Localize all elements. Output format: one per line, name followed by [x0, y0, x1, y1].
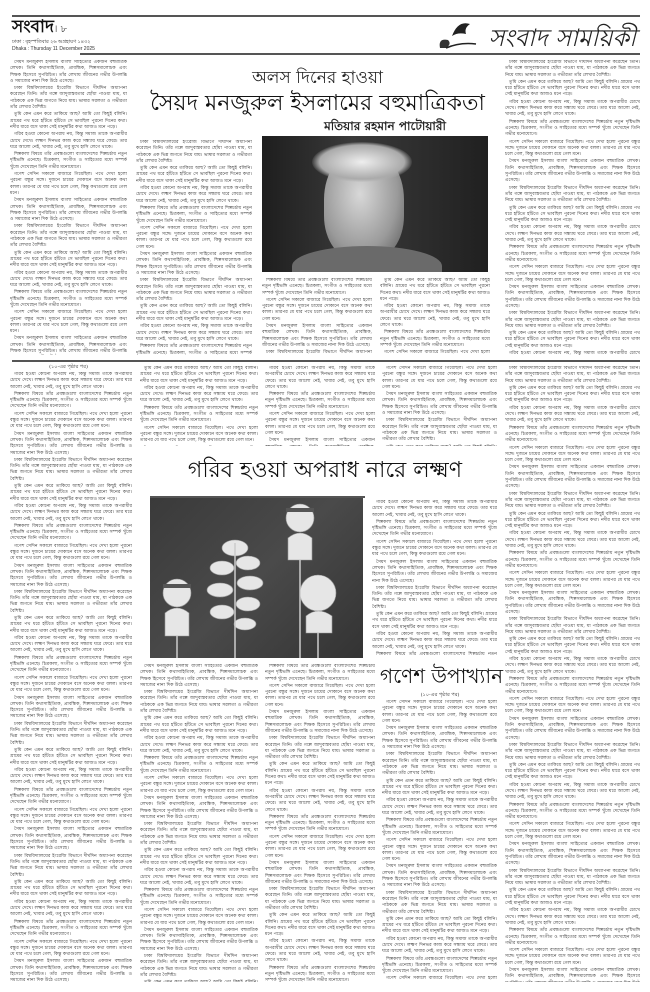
- body-paragraph: সৈয়দ মনজুরুল ইসলাম বাংলা সাহিত্যের একজন বহুমাত্রিক লেখক। তিনি কথাসাহিত্যিক, প্রাবন্ধিক, শিল্পসমালোচক এবং শিক্ষক হিসেবে সুপরিচিত। তাঁর লেখায় জীবনের গভীর উপলব্ধি ও সমাজের নানা দিক উঠে এসেছে।: [10, 695, 132, 720]
- body-paragraph: সৈয়দ মনজুরুল ইসলাম বাংলা সাহিত্যের একজন বহুমাত্রিক লেখক। তিনি কথাসাহিত্যিক, প্রাবন্ধিক, শিল্পসমালোচক এবং শিক্ষক হিসেবে সুপরিচিত। তাঁর লেখায় জীবনের গভীর উপলব্ধি ও সমাজের নানা দিক উঠে এসেছে।: [262, 324, 372, 348]
- masthead: সংবাদ। ৮: [12, 17, 68, 37]
- body-paragraph: তুমি কেন এমন করে তাকিয়ে আছ? আমি তো কিছুই বলিনি। গ্রামের পথ ধরে হাঁটতে হাঁটতে সে ভাবছিল পুরনো দিনের কথা। নদীর ধারে বসে থাকা সেই মানুষটির কথা আজও মনে পড়ে।: [505, 511, 640, 530]
- body-paragraph: ঢাকা বিশ্ববিদ্যালয়ের ইংরেজি বিভাগে দীর্ঘদিন অধ্যাপনা করেছেন তিনি। তাঁর গল্পে জাদুবাস্তবতার ছোঁয়া পাওয়া যায়, যা পাঠককে এক ভিন্ন জগতে নিয়ে যায়। ভাষার সরলতা ও গভীরতা তাঁর লেখার বৈশিষ্ট্য।: [382, 752, 497, 777]
- body-paragraph: গরিব হওয়া কোনো অপরাধ নয়, কিন্তু সমাজ তাকে অপরাধীর চোখে দেখে। লক্ষ্মণ দিনভর কাজ করে সন্ধ্যায় ঘরে ফেরে। তার ঘরে আলো নেই, খাবার নেই, তবু মুখে হাসি লেগে থাকে।: [265, 788, 375, 813]
- masthead-name: সংবাদ: [12, 17, 54, 37]
- body-paragraph: শিল্পকলা বিষয়ে তাঁর প্রবন্ধগুলো বাংলাদেশের শিল্পচর্চায় নতুন দৃষ্টিভঙ্গি এনেছে। চিত্রকলা, সংগীত ও সাহিত্যের মধ্যে সম্পর্ক খুঁজে দেখেছেন তিনি গভীর মনোযোগে।: [382, 956, 497, 975]
- body-paragraph: গণেশ সেদিন সকালে বাজারে গিয়েছিল। পথে দেখা হলো পুরনো বন্ধুর সঙ্গে। দুজনে চায়ের দোকানে বসে অনেক কথা বলল। তারপর যে যার পথে চলে গেল, কিন্তু কথাগুলো রয়ে গেল মনে।: [140, 776, 258, 794]
- section-divider: [12, 360, 640, 362]
- body-paragraph: শিল্পকলা বিষয়ে তাঁর প্রবন্ধগুলো বাংলাদেশের শিল্পচর্চায় নতুন দৃষ্টিভঙ্গি এনেছে। চিত্রকলা, সংগীত ও সাহিত্যের মধ্যে সম্পর্ক খুঁজে দেখেছেন তিনি গভীর মনোযোগে।: [140, 756, 258, 774]
- body-paragraph: শিল্পকলা বিষয়ে তাঁর প্রবন্ধগুলো বাংলাদেশের শিল্পচর্চায় নতুন দৃষ্টিভঙ্গি এনেছে। চিত্রকলা, সংগীত ও সাহিত্যের মধ্যে সম্পর্ক খুঁজে দেখেছেন তিনি গভীর মনোযোগে।: [505, 802, 640, 821]
- body-paragraph: গরিব হওয়া কোনো অপরাধ নয়, কিন্তু সমাজ তাকে অপরাধীর চোখে দেখে। লক্ষ্মণ দিনভর কাজ করে সন্ধ্যায় ঘরে ফেরে। তার ঘরে আলো নেই, খাবার নেই, তবু মুখে হাসি লেগে থাকে।: [382, 936, 497, 955]
- body-paragraph: সৈয়দ মনজুরুল ইসলাম বাংলা সাহিত্যের একজন বহুমাত্রিক লেখক। তিনি কথাসাহিত্যিক, প্রাবন্ধিক, শিল্পসমালোচক এবং শিক্ষক হিসেবে সুপরিচিত। তাঁর লেখায় জীবনের গভীর উপলব্ধি ও সমাজের নানা দিক উঠে এসেছে।: [140, 795, 258, 820]
- body-paragraph: গণেশ সেদিন সকালে বাজারে গিয়েছিল। পথে দেখা হলো পুরনো বন্ধুর সঙ্গে। দুজনে চায়ের দোকানে বসে অনেক কথা বলল। তারপর যে যার পথে চলে গেল, কিন্তু কথাগুলো রয়ে গেল মনে।: [505, 445, 640, 464]
- body-paragraph: তুমি কেন এমন করে তাকিয়ে আছ? আমি তো কিছুই বলিনি। গ্রামের পথ ধরে হাঁটতে হাঁটতে সে ভাবছিল পুরনো দিনের কথা। নদীর ধারে বসে থাকা সেই মানুষটির কথা আজও মনে পড়ে।: [380, 278, 490, 302]
- body-paragraph: সৈয়দ মনজুরুল ইসলাম বাংলা সাহিত্যের একজন বহুমাত্রিক লেখক। তিনি কথাসাহিত্যিক, প্রাবন্ধিক, শিল্পসমালোচক এবং শিক্ষক হিসেবে সুপরিচিত। তাঁর লেখায় জীবনের গভীর উপলব্ধি ও সমাজের নানা দিক উঠে এসেছে।: [382, 864, 497, 889]
- body-paragraph: শিল্পকলা বিষয়ে তাঁর প্রবন্ধগুলো বাংলাদেশের শিল্পচর্চায় নতুন দৃষ্টিভঙ্গি এনেছে। চিত্রকলা, সংগীত ও সাহিত্যের মধ্যে সম্পর্ক খুঁজে দেখেছেন তিনি গভীর মনোযোগে।: [505, 928, 640, 946]
- body-paragraph: ঢাকা বিশ্ববিদ্যালয়ের ইংরেজি বিভাগে দীর্ঘদিন অধ্যাপনা করেছেন তিনি। তাঁর গল্পে জাদুবাস্তবতার ছোঁয়া পাওয়া যায়, যা পাঠককে এক ভিন্ন জগতে নিয়ে যায়। ভাষার সরলতা ও গভীরতা তাঁর লেখার বৈশিষ্ট্য।: [10, 224, 127, 249]
- body-paragraph: সৈয়দ মনজুরুল ইসলাম বাংলা সাহিত্যের একজন বহুমাত্রিক লেখক। তিনি কথাসাহিত্যিক, প্রাবন্ধিক, শিল্পসমালোচক এবং শিক্ষক হিসেবে: [505, 968, 640, 980]
- body-paragraph: গণেশ সেদিন সকালে বাজারে গিয়েছিল। পথে দেখা হলো পুরনো বন্ধুর সঙ্গে। দুজনে চায়ের দোকানে বসে অনেক কথা বলল। তারপর যে যার পথে চলে গেল, কিন্তু কথাগুলো রয়ে গেল মনে।: [505, 948, 640, 966]
- body-paragraph: সৈয়দ মনজুরুল ইসলাম বাংলা সাহিত্যের একজন বহুমাত্রিক লেখক। তিনি কথাসাহিত্যিক, প্রাবন্ধিক, শিল্পসমালোচক এবং শিক্ষক হিসেবে সুপরিচিত। তাঁর লেখায় জীবনের গভীর উপলব্ধি ও সমাজের নানা দিক উঠে এসেছে।: [505, 591, 640, 615]
- body-paragraph: তুমি কেন এমন করে তাকিয়ে আছ? আমি তো কিছুই বলিনি। গ্রামের পথ ধরে হাঁটতে হাঁটতে সে ভাবছিল পুরনো দিনের কথা। নদীর ধারে বসে থাকা সেই মানুষটির কথা আজও মনে পড়ে।: [10, 879, 132, 898]
- body-paragraph: গণেশ সেদিন সকালে বাজারে গিয়েছিল। পথে দেখা হলো পুরনো বন্ধুর সঙ্গে। দুজনে চায়ের দোকানে বসে অনেক কথা বলল। তারপর যে যার পথে চলে গেল, কিন্তু কথাগুলো রয়ে গেল মনে।: [505, 822, 640, 841]
- body-paragraph: গরিব হওয়া কোনো অপরাধ নয়, কিন্তু সমাজ তাকে অপরাধীর চোখে দেখে। লক্ষ্মণ দিনভর কাজ করে সন্ধ্যায় ঘরে ফেরে। তার ঘরে আলো নেই, খাবার নেই, তবু মুখে হাসি লেগে থাকে।: [136, 186, 252, 204]
- author-portrait-photo: [262, 136, 488, 272]
- body-paragraph: শিল্পকলা বিষয়ে তাঁর প্রবন্ধগুলো বাংলাদেশের শিল্পচর্চায় নতুন: [376, 651, 497, 655]
- body-paragraph: গরিব হওয়া কোনো অপরাধ নয়, কিন্তু সমাজ তাকে অপরাধীর চোখে দেখে। লক্ষ্মণ দিনভর কাজ করে সন্ধ্যায় ঘরে ফেরে। তার ঘরে আলো নেই, খাবার নেই, তবু মুখে হাসি লেগে থাকে।: [382, 798, 497, 817]
- body-paragraph: সৈয়দ মনজুরুল ইসলাম বাংলা সাহিত্যের একজন বহুমাত্রিক লেখক। তিনি কথাসাহিত্যিক, প্রাবন্ধিক, শিল্পসমালোচক এবং শিক্ষক হিসেবে সুপরিচিত। তাঁর লেখায় জীবনের গভীর উপলব্ধি ও সমাজের নানা দিক উঠে এসেছে।: [10, 563, 132, 588]
- body-paragraph: ঢাকা বিশ্ববিদ্যালয়ের ইংরেজি বিভাগে দীর্ঘদিন অধ্যাপনা করেছেন তিনি। তাঁর গল্পে জাদুবাস্তবতার ছোঁয়া পাওয়া যায়, যা পাঠককে এক ভিন্ন জগতে নিয়ে যায়। ভাষার সরলতা ও গভীরতা তাঁর লেখার বৈশিষ্ট্য।: [265, 887, 375, 911]
- body-paragraph: শিল্পকলা বিষয়ে তাঁর প্রবন্ধগুলো বাংলাদেশের শিল্পচর্চায় নতুন দৃষ্টিভঙ্গি এনেছে। চিত্রকলা, সংগীত ও সাহিত্যের মধ্যে সম্পর্ক খুঁজে দেখেছেন তিনি গভীর মনোযোগে।: [265, 965, 375, 982]
- body-paragraph: সৈয়দ মনজুরুল ইসলাম বাংলা সাহিত্যের একজন বহুমাত্রিক লেখক। তিনি কথাসাহিত্যিক, প্রাবন্ধিক, শিল্পসমালোচক এবং শিক্ষক হিসেবে সুপরিচিত। তাঁর লেখায় জীবনের গভীর উপলব্ধি ও সমাজের নানা দিক উঠে এসেছে।: [505, 465, 640, 490]
- body-paragraph: তুমি কেন এমন করে তাকিয়ে আছ? আমি তো কিছুই বলিনি। গ্রামের পথ ধরে হাঁটতে হাঁটতে সে ভাবছিল পুরনো দিনের কথা। নদীর ধারে বসে থাকা সেই মানুষটির কথা আজও মনে পড়ে।: [10, 112, 127, 130]
- body-paragraph: শিল্পকলা বিষয়ে তাঁর প্রবন্ধগুলো বাংলাদেশের শিল্পচর্চায় নতুন দৃষ্টিভঙ্গি এনেছে। চিত্রকলা, সংগীত ও সাহিত্যের মধ্যে সম্পর্ক খুঁজে দেখেছেন তিনি গভীর মনোযোগে।: [265, 814, 375, 833]
- body-paragraph: সৈয়দ মনজুরুল ইসলাম বাংলা সাহিত্যের একজন বহুমাত্রিক লেখক। তিনি কথাসাহিত্যিক, প্রাবন্ধিক, শিল্পসমালোচক এবং শিক্ষক হিসেবে সুপরিচিত। তাঁর লেখায় জীবনের গভীর উপলব্ধি ও সমাজের নানা দিক উঠে এসেছে।: [136, 252, 252, 276]
- body-paragraph: শিল্পকলা বিষয়ে তাঁর প্রবন্ধগুলো বাংলাদেশের শিল্পচর্চায় নতুন দৃষ্টিভঙ্গি এনেছে। চিত্রকলা, সংগীত ও সাহিত্যের মধ্যে সম্পর্ক: [136, 344, 252, 355]
- body-paragraph: গণেশ সেদিন সকালে বাজারে গিয়েছিল। পথে দেখা হলো: [384, 350, 490, 355]
- body-paragraph: সৈয়দ মনজুরুল ইসলাম বাংলা সাহিত্যের একজন বহুমাত্রিক লেখক। তিনি কথাসাহিত্যিক, প্রাবন্ধিক, শিল্পসমালোচক এবং শিক্ষক হিসেবে সুপরিচিত। তাঁর লেখায় জীবনের গভীর উপলব্ধি ও সমাজের নানা দিক উঠে এসেছে।: [265, 710, 375, 734]
- body-paragraph: [382, 445, 497, 446]
- story-column: [140, 664, 258, 982]
- body-paragraph: তুমি কেন এমন করে তাকিয়ে আছ? আমি তো কিছুই বলিনি। গ্রামের পথ ধরে হাঁটতে হাঁটতে সে ভাবছিল পুরনো দিনের কথা। নদীর ধারে বসে থাকা সেই মানুষটির কথা আজও মনে পড়ে।: [505, 205, 640, 224]
- body-paragraph: শিল্পকলা বিষয়ে তাঁর প্রবন্ধগুলো বাংলাদেশের শিল্পচর্চায় নতুন দৃষ্টিভঙ্গি এনেছে। চিত্রকলা, সংগীত ও সাহিত্যের মধ্যে সম্পর্ক খুঁজে দেখেছেন তিনি গভীর মনোযোগে।: [262, 278, 372, 296]
- body-paragraph: গরিব হওয়া কোনো অপরাধ নয়, কিন্তু সমাজ তাকে অপরাধীর চোখে দেখে। লক্ষ্মণ দিনভর কাজ করে সন্ধ্যায় ঘরে ফেরে। তার ঘরে আলো নেই, খাবার নেই, তবু মুখে হাসি লেগে থাকে।: [10, 132, 127, 150]
- body-paragraph: গণেশ সেদিন সকালে বাজারে গিয়েছিল। পথে দেখা হলো পুরনো বন্ধুর সঙ্গে। দুজনে চায়ের দোকানে বসে অনেক কথা বলল। তারপর যে যার পথে চলে গেল, কিন্তু কথাগুলো রয়ে গেল মনে।: [10, 543, 132, 562]
- story-column: [10, 372, 132, 982]
- section-logo-text: সংবাদ সাময়িকী: [488, 24, 636, 52]
- body-paragraph: গণেশ সেদিন সকালে বাজারে গিয়েছিল। পথে দেখা হলো পুরনো বন্ধুর সঙ্গে। দুজনে চায়ের দোকানে বসে অনেক কথা বলল। তারপর যে যার পথে চলে গেল, কিন্তু কথাগুলো রয়ে গেল মনে।: [10, 411, 132, 430]
- body-paragraph: সৈয়দ মনজুরুল ইসলাম বাংলা সাহিত্যের একজন বহুমাত্রিক লেখক। তিনি কথাসাহিত্যিক, প্রাবন্ধিক, শিল্পসমালোচক এবং শিক্ষক হিসেবে সুপরিচিত। তাঁর লেখায় জীবনের গভীর উপলব্ধি ও সমাজের নানা দিক উঠে এসেছে।: [505, 842, 640, 867]
- body-paragraph: গরিব হওয়া কোনো অপরাধ নয়, কিন্তু সমাজ তাকে অপরাধীর চোখে দেখে। লক্ষ্মণ দিনভর কাজ করে সন্ধ্যায় ঘরে ফেরে। তার ঘরে আলো নেই, খাবার নেই, তবু মুখে হাসি লেগে থাকে।: [505, 908, 640, 926]
- body-paragraph: সৈয়দ মনজুরুল ইসলাম বাংলা সাহিত্যের একজন বহুমাত্রিক লেখক। তিনি কথাসাহিত্যিক, প্রাবন্ধিক, শিল্পসমালোচক এবং শিক্ষক হিসেবে সুপরিচিত। তাঁর লেখায় জীবনের গভীর উপলব্ধি ও সমাজের নানা দিক উঠে এসেছে।: [265, 860, 375, 885]
- header-rule: [80, 53, 640, 55]
- body-paragraph: শিল্পকলা বিষয়ে তাঁর প্রবন্ধগুলো বাংলাদেশের শিল্পচর্চায় নতুন দৃষ্টিভঙ্গি এনেছে। চিত্রকলা, সংগীত ও সাহিত্যের মধ্যে সম্পর্ক খুঁজে দেখেছেন তিনি গভীর মনোযোগে।: [372, 519, 497, 538]
- body-paragraph: গণেশ সেদিন সকালে বাজারে গিয়েছিল। পথে দেখা হলো পুরনো বন্ধুর সঙ্গে। দুজনে চায়ের দোকানে বসে অনেক কথা বলল। তারপর যে যার পথে চলে গেল, কিন্তু কথাগুলো রয়ে গেল মনে।: [10, 675, 132, 694]
- body-paragraph: তুমি কেন এমন করে তাকিয়ে আছ? আমি তো কিছুই বলিনি। গ্রামের পথ ধরে হাঁটতে হাঁটতে সে ভাবছিল পুরনো দিনের কথা। নদীর ধারে বসে থাকা সেই মানুষটির কথা আজও মনে পড়ে।: [10, 250, 127, 269]
- body-paragraph: তুমি কেন এমন করে তাকিয়ে আছ? আমি তো কিছুই বলিনি। গ্রামের পথ ধরে হাঁটতে হাঁটতে সে ভাবছিল পুরনো দিনের কথা। নদীর ধারে বসে থাকা সেই মানুষটির কথা আজও মনে পড়ে।: [505, 79, 640, 98]
- body-paragraph: গরিব হওয়া কোনো অপরাধ নয়, কিন্তু সমাজ তাকে অপরাধীর চোখে দেখে। লক্ষ্মণ দিনভর কাজ করে সন্ধ্যায় ঘরে ফেরে। তার ঘরে আলো নেই, খাবার নেই, তবু মুখে হাসি লেগে থাকে।: [140, 736, 258, 754]
- body-paragraph: গরিব হওয়া কোনো অপরাধ নয়, কিন্তু সমাজ তাকে অপরাধীর চোখে দেখে। লক্ষ্মণ দিনভর কাজ করে সন্ধ্যায় ঘরে ফেরে। তার ঘরে আলো নেই, খাবার নেই, তবু মুখে হাসি লেগে থাকে।: [505, 657, 640, 675]
- body-paragraph: তুমি কেন এমন করে তাকিয়ে আছ? আমি তো কিছুই বলিনি। গ্রামের পথ ধরে হাঁটতে হাঁটতে সে ভাবছিল পুরনো দিনের কথা। নদীর ধারে বসে থাকা সেই মানুষটির কথা আজও মনে পড়ে।: [382, 778, 497, 797]
- body-paragraph: ঢাকা বিশ্ববিদ্যালয়ের ইংরেজি বিভাগে দীর্ঘদিন অধ্যাপনা করেছেন তিনি। তাঁর গল্পে জাদুবাস্তবতার ছোঁয়া পাওয়া যায়, যা পাঠককে এক ভিন্ন জগতে নিয়ে যায়। ভাষার সরলতা ও গভীরতা তাঁর লেখার বৈশিষ্ট্য।: [505, 491, 640, 510]
- body-paragraph: শিল্পকলা বিষয়ে তাঁর প্রবন্ধগুলো বাংলাদেশের শিল্পচর্চায় নতুন দৃষ্টিভঙ্গি এনেছে। চিত্রকলা, সংগীত ও সাহিত্যের মধ্যে সম্পর্ক খুঁজে দেখেছেন তিনি গভীর মনোযোগে।: [505, 676, 640, 695]
- body-paragraph: ঢাকা বিশ্ববিদ্যালয়ের ইংরেজি বিভাগে দীর্ঘদিন অধ্যাপনা করেছেন তিনি। তাঁর গল্পে জাদুবাস্তবতার ছোঁয়া পাওয়া যায়, যা পাঠককে এক ভিন্ন জগতে নিয়ে যায়। ভাষার সরলতা ও গভীরতা তাঁর লেখার বৈশিষ্ট্য।: [505, 742, 640, 761]
- article-column: [262, 278, 372, 355]
- body-paragraph: সৈয়দ মনজুরুল ইসলাম বাংলা সাহিত্যের একজন বহুমাত্রিক লেখক। তিনি কথাসাহিত্যিক, প্রাবন্ধিক, শিল্পসমালোচক এবং শিক্ষক হিসেবে সুপরিচিত। তাঁর লেখায় জীবনের গভীর উপলব্ধি ও সমাজের নানা দিক উঠে এসেছে।: [10, 60, 127, 84]
- body-paragraph: গণেশ সেদিন সকালে বাজারে গিয়েছিল। পথে দেখা হলো পুরনো বন্ধুর সঙ্গে। দুজনে চায়ের দোকানে বসে অনেক কথা বলল। তারপর যে যার পথে চলে গেল, কিন্তু কথাগুলো রয়ে গেল মনে।: [505, 265, 640, 283]
- body-paragraph: সৈয়দ মনজুরুল ইসলাম বাংলা সাহিত্যের একজন বহুমাত্রিক লেখক। তিনি কথাসাহিত্যিক, প্রাবন্ধিক, শিল্পসমালোচক এবং শিক্ষক হিসেবে সুপরিচিত। তাঁর লেখায় জীবনের গভীর উপলব্ধি ও সমাজের নানা দিক উঠে এসেছে।: [10, 198, 127, 223]
- body-paragraph: গরিব হওয়া কোনো অপরাধ নয়, কিন্তু সমাজ তাকে অপরাধীর চোখে দেখে। লক্ষ্মণ দিনভর কাজ করে সন্ধ্যায় ঘরে ফেরে। তার ঘরে আলো নেই, খাবার নেই, তবু মুখে হাসি লেগে থাকে।: [505, 225, 640, 244]
- body-paragraph: ঢাকা বিশ্ববিদ্যালয়ের ইংরেজি বিভাগে দীর্ঘদিন অধ্যাপনা করেছেন তিনি। তাঁর গল্পে জাদুবাস্তবতার ছোঁয়া পাওয়া যায়, যা পাঠককে এক ভিন্ন জগতে নিয়ে যায়। ভাষার সরলতা ও গভীরতা তাঁর লেখার বৈশিষ্ট্য।: [382, 890, 497, 915]
- body-paragraph: তুমি কেন এমন করে তাকিয়ে আছ? আমি তো কিছুই বলিনি। গ্রামের পথ ধরে হাঁটতে হাঁটতে সে ভাবছিল পুরনো দিনের কথা। নদীর ধারে বসে থাকা সেই মানুষটির কথা আজও মনে পড়ে।: [10, 484, 132, 502]
- body-paragraph: শিল্পকলা বিষয়ে তাঁর প্রবন্ধগুলো বাংলাদেশের শিল্পচর্চায় নতুন দৃষ্টিভঙ্গি এনেছে। চিত্রকলা, সংগীত ও সাহিত্যের মধ্যে সম্পর্ক খুঁজে দেখেছেন তিনি গভীর মনোযোগে।: [10, 787, 132, 806]
- body-paragraph: তুমি কেন এমন করে তাকিয়ে আছ? আমি তো কিছুই বলিনি। গ্রামের পথ ধরে হাঁটতে হাঁটতে সে ভাবছিল পুরনো দিনের কথা। নদীর ধারে বসে থাকা সেই মানুষটির কথা আজও মনে পড়ে।: [265, 762, 375, 787]
- body-paragraph: গণেশ সেদিন সকালে বাজারে গিয়েছিল। পথে দেখা হলো পুরনো বন্ধুর সঙ্গে। দুজনে চায়ের দোকানে বসে অনেক কথা বলল। তারপর যে যার পথে চলে গেল, কিন্তু কথাগুলো রয়ে গেল মনে।: [10, 310, 127, 335]
- body-paragraph: শিল্পকলা বিষয়ে তাঁর প্রবন্ধগুলো বাংলাদেশের শিল্পচর্চায় নতুন দৃষ্টিভঙ্গি এনেছে। চিত্রকলা, সংগীত ও সাহিত্যের মধ্যে সম্পর্ক খুঁজে দেখেছেন তিনি গভীর মনোযোগে।: [136, 205, 252, 224]
- body-paragraph: গরিব হওয়া কোনো অপরাধ নয়, কিন্তু সমাজ তাকে অপরাধীর চোখে দেখে। লক্ষ্মণ দিনভর কাজ করে সন্ধ্যায় ঘরে ফেরে। তার ঘরে আলো নেই, খাবার নেই, তবু মুখে হাসি লেগে থাকে।: [265, 366, 375, 390]
- body-paragraph: তুমি কেন এমন করে তাকিয়ে আছ? আমি তো কিছুই বলিনি। গ্রামের পথ ধরে হাঁটতে হাঁটতে সে ভাবছিল পুরনো দিনের কথা। নদীর ধারে বসে থাকা সেই মানুষটির কথা আজও মনে পড়ে।: [140, 848, 258, 866]
- body-paragraph: তুমি কেন এমন করে তাকিয়ে আছ? আমি তো কিছুই বলিনি। গ্রামের পথ ধরে হাঁটতে হাঁটতে সে ভাবছিল পুরনো দিনের কথা। নদীর ধারে বসে থাকা সেই মানুষটির কথা আজও মনে পড়ে।: [140, 716, 258, 734]
- body-paragraph: তুমি কেন এমন করে তাকিয়ে আছ? আমি তো কিছুই বলিনি। গ্রামের পথ ধরে হাঁটতে হাঁটতে সে ভাবছিল পুরনো দিনের কথা। নদীর ধারে বসে থাকা সেই মানুষটির কথা আজও মনে পড়ে।: [140, 366, 258, 384]
- body-paragraph: গরিব হওয়া কোনো অপরাধ নয়, কিন্তু সমাজ তাকে অপরাধীর চোখে দেখে। লক্ষ্মণ দিনভর কাজ করে সন্ধ্যায় ঘরে ফেরে। তার ঘরে আলো নেই, খাবার নেই, তবু মুখে হাসি লেগে থাকে।: [372, 500, 497, 518]
- body-paragraph: ঢাকা বিশ্ববিদ্যালয়ের ইংরেজি বিভাগে দীর্ঘদিন অধ্যাপনা: [266, 350, 372, 355]
- body-paragraph: শিল্পকলা বিষয়ে তাঁর প্রবন্ধগুলো বাংলাদেশের শিল্পচর্চায় নতুন দৃষ্টিভঙ্গি এনেছে। চিত্রকলা, সংগীত ও সাহিত্যের মধ্যে সম্পর্ক খুঁজে দেখেছেন তিনি গভীর মনোযোগে।: [505, 425, 640, 444]
- body-paragraph: শিল্পকলা বিষয়ে তাঁর প্রবন্ধগুলো বাংলাদেশের শিল্পচর্চায় নতুন দৃষ্টিভঙ্গি এনেছে। চিত্রকলা, সংগীত ও সাহিত্যের মধ্যে সম্পর্ক খুঁজে দেখেছেন তিনি গভীর মনোযোগে।: [10, 523, 132, 542]
- body-paragraph: ঢাকা বিশ্ববিদ্যালয়ের ইংরেজি বিভাগে দীর্ঘদিন অধ্যাপনা করেছেন তিনি। তাঁর গল্পে জাদুবাস্তবতার ছোঁয়া পাওয়া যায়, যা পাঠককে এক ভিন্ন জগতে নিয়ে যায়। ভাষার সরলতা ও গভীরতা তাঁর লেখার বৈশিষ্ট্য।: [10, 853, 132, 878]
- body-paragraph: তুমি কেন এমন করে তাকিয়ে আছ? আমি তো কিছুই বলিনি। গ্রামের পথ ধরে হাঁটতে হাঁটতে সে ভাবছিল পুরনো দিনের কথা। নদীর ধারে বসে থাকা সেই মানুষটির কথা আজও মনে পড়ে।: [505, 637, 640, 655]
- story-column: [382, 366, 497, 446]
- body-paragraph: শিল্পকলা বিষয়ে তাঁর প্রবন্ধগুলো বাংলাদেশের শিল্পচর্চায় নতুন দৃষ্টিভঙ্গি এনেছে। চিত্রকলা, সংগীত ও সাহিত্যের মধ্যে সম্পর্ক খুঁজে দেখেছেন তিনি গভীর মনোযোগে।: [382, 818, 497, 836]
- body-paragraph: ঢাকা বিশ্ববিদ্যালয়ের ইংরেজি বিভাগে দীর্ঘদিন অধ্যাপনা করেছেন তিনি। তাঁর গল্পে জাদুবাস্তবতার ছোঁয়া পাওয়া যায়, যা পাঠককে এক ভিন্ন জগতে নিয়ে যায়। ভাষার সরলতা ও গভীরতা তাঁর লেখার বৈশিষ্ট্য।: [505, 868, 640, 887]
- ganesh-column: [505, 366, 640, 982]
- body-paragraph: গণেশ সেদিন সকালে বাজারে গিয়েছিল। পথে দেখা হলো পুরনো বন্ধুর সঙ্গে। দুজনে চায়ের দোকানে বসে অনেক কথা বলল। তারপর যে যার পথে চলে গেল, কিন্তু কথাগুলো রয়ে গেল মনে।: [140, 907, 258, 926]
- body-paragraph: ঢাকা বিশ্ববিদ্যালয়ের ইংরেজি বিভাগে দীর্ঘদিন অধ্যাপনা করেছেন তিনি। তাঁর গল্পে জাদুবাস্তবতার ছোঁয়া পাওয়া যায়, যা পাঠককে এক ভিন্ন জগতে নিয়ে যায়। ভাষার সরলতা ও গভীরতা তাঁর লেখার বৈশিষ্ট্য।: [140, 954, 258, 978]
- ganesh-column: [382, 700, 497, 982]
- body-paragraph: গণেশ সেদিন সকালে বাজারে গিয়েছিল। পথে দেখা হলো পুরনো বন্ধুর সঙ্গে। দুজনে চায়ের দোকানে বসে অনেক কথা বলল। তারপর যে যার পথে চলে গেল, কিন্তু কথাগুলো রয়ে গেল মনে।: [505, 571, 640, 589]
- article-column: [10, 60, 127, 355]
- body-paragraph: গণেশ সেদিন সকালে বাজারে গিয়েছিল। পথে দেখা হলো পুরনো বন্ধুর সঙ্গে। দুজনে চায়ের দোকানে বসে অনেক কথা বলল। তারপর যে যার পথে চলে গেল, কিন্তু কথাগুলো রয়ে গেল মনে।: [265, 683, 375, 708]
- body-paragraph: সৈয়দ মনজুরুল ইসলাম বাংলা সাহিত্যের একজন বহুমাত্রিক লেখক। তিনি কথাসাহিত্যিক, প্রাবন্ধিক, শিল্পসমালোচক এবং শিক্ষক হিসেবে সুপরিচিত। তাঁর লেখায় জীবনের গভীর উপলব্ধি ও সমাজের নানা দিক উঠে এসেছে।: [505, 716, 640, 741]
- body-paragraph: তুমি কেন এমন করে তাকিয়ে আছ? আমি তো কিছুই বলিনি। গ্রামের পথ ধরে হাঁটতে হাঁটতে সে ভাবছিল পুরনো দিনের কথা। নদীর ধারে বসে থাকা সেই মানুষটির কথা আজও মনে পড়ে।: [382, 916, 497, 935]
- body-paragraph: সৈয়দ মনজুরুল ইসলাম বাংলা সাহিত্যের একজন বহুমাত্রিক লেখক। তিনি কথাসাহিত্যিক, প্রাবন্ধিক, শিল্পসমালোচক এবং শিক্ষক হিসেবে সুপরিচিত। তাঁর লেখায় জীবনের গভীর উপলব্ধি ও সমাজের নানা দিক উঠে এসেছে।: [505, 285, 640, 309]
- body-paragraph: গণেশ সেদিন সকালে বাজারে গিয়েছিল। পথে দেখা হলো পুরনো বন্ধুর সঙ্গে। দুজনে চায়ের দোকানে বসে অনেক কথা বলল। তারপর যে যার পথে চলে গেল, কিন্তু কথাগুলো রয়ে গেল মনে।: [382, 366, 497, 390]
- body-paragraph: ঢাকা বিশ্ববিদ্যালয়ের ইংরেজি বিভাগে দীর্ঘদিন অধ্যাপনা করেছেন তিনি। তাঁর গল্পে জাদুবাস্তবতার ছোঁয়া পাওয়া যায়, যা পাঠককে এক ভিন্ন জগতে নিয়ে যায়। ভাষার সরলতা ও গভীরতা তাঁর লেখার বৈশিষ্ট্য।: [382, 418, 497, 443]
- body-paragraph: ঢাকা বিশ্ববিদ্যালয়ের ইংরেজি বিভাগে দীর্ঘদিন অধ্যাপনা করেছেন তিনি। তাঁর গল্পে জাদুবাস্তবতার ছোঁয়া পাওয়া যায়, যা পাঠককে এক ভিন্ন জগতে নিয়ে যায়। ভাষার সরলতা ও গভীরতা তাঁর লেখার বৈশিষ্ট্য।: [505, 617, 640, 635]
- body-paragraph: গরিব হওয়া কোনো অপরাধ নয়, কিন্তু সমাজ তাকে অপরাধীর চোখে দেখে। লক্ষ্মণ দিনভর কাজ করে সন্ধ্যায় ঘরে ফেরে। তার ঘরে আলো নেই, খাবার নেই, তবু মুখে হাসি লেগে থাকে।: [372, 631, 497, 650]
- body-paragraph: সৈয়দ মনজুরুল ইসলাম বাংলা সাহিত্যের একজন বহুমাত্রিক লেখক। তিনি কথাসাহিত্যিক, প্রাবন্ধিক, শিল্পসমালোচক এবং শিক্ষক হিসেবে সুপরিচিত। তাঁর লেখায় জীবনের গভীর উপলব্ধি ও সমাজের নানা দিক উঠে এসেছে।: [10, 431, 132, 456]
- body-paragraph: গরিব হওয়া কোনো অপরাধ নয়, কিন্তু সমাজ তাকে অপরাধীর চোখে দেখে। লক্ষ্মণ দিনভর কাজ করে সন্ধ্যায় ঘরে ফেরে। তার ঘরে আলো নেই, খাবার নেই, তবু মুখে হাসি লেগে থাকে।: [140, 868, 258, 886]
- body-paragraph: ঢাকা বিশ্ববিদ্যালয়ের ইংরেজি বিভাগে দীর্ঘদিন অধ্যাপনা করেছেন তিনি। তাঁর গল্পে জাদুবাস্তবতার ছোঁয়া পাওয়া যায়, যা পাঠককে এক ভিন্ন জগতে নিয়ে যায়। ভাষার সরলতা ও গভীরতা তাঁর লেখার বৈশিষ্ট্য।: [136, 140, 252, 164]
- body-paragraph: গণেশ সেদিন সকালে বাজারে গিয়েছিল। পথে দেখা হলো পুরনো বন্ধুর সঙ্গে। দুজনে চায়ের দোকানে বসে অনেক কথা বলল। তারপর যে যার পথে চলে গেল, কিন্তু কথাগুলো রয়ে গেল মনে।: [262, 297, 372, 322]
- body-paragraph: তুমি কেন এমন করে তাকিয়ে আছ? আমি তো কিছুই বলিনি। গ্রামের পথ ধরে হাঁটতে হাঁটতে সে ভাবছিল পুরনো দিনের কথা। নদীর ধারে বসে থাকা সেই মানুষটির কথা আজও মনে পড়ে।: [505, 385, 640, 404]
- body-paragraph: সৈয়দ মনজুরুল ইসলাম বাংলা সাহিত্যের একজন বহুমাত্রিক লেখক। তিনি কথাসাহিত্যিক, প্রাবন্ধিক, শিল্পসমালোচক এবং শিক্ষক হিসেবে সুপরিচিত। তাঁর লেখায় জীবনের গভীর উপলব্ধি ও সমাজের নানা দিক উঠে এসেছে।: [140, 927, 258, 952]
- body-paragraph: গরিব হওয়া কোনো অপরাধ নয়, কিন্তু সমাজ তাকে অপরাধীর চোখে দেখে। লক্ষ্মণ দিনভর কাজ করে সন্ধ্যায় ঘরে ফেরে। তার ঘরে আলো নেই, খাবার নেই, তবু মুখে হাসি লেগে থাকে।: [10, 503, 132, 522]
- body-paragraph: গরিব হওয়া কোনো অপরাধ নয়, কিন্তু সমাজ তাকে অপরাধীর চোখে দেখে। লক্ষ্মণ দিনভর কাজ করে সন্ধ্যায় ঘরে ফেরে। তার ঘরে আলো নেই, খাবার নেই, তবু মুখে হাসি লেগে থাকে।: [505, 99, 640, 118]
- body-paragraph: ঢাকা বিশ্ববিদ্যালয়ের ইংরেজি বিভাগে দীর্ঘদিন অধ্যাপনা করেছেন তিনি। তাঁর গল্পে জাদুবাস্তবতার ছোঁয়া পাওয়া যায়, যা পাঠককে এক ভিন্ন জগতে নিয়ে যায়। ভাষার সরলতা ও গভীরতা তাঁর লেখার বৈশিষ্ট্য।: [505, 311, 640, 329]
- body-paragraph: শিল্পকলা বিষয়ে তাঁর প্রবন্ধগুলো বাংলাদেশের শিল্পচর্চায় নতুন দৃষ্টিভঙ্গি এনেছে। চিত্রকলা, সংগীত ও সাহিত্যের মধ্যে সম্পর্ক খুঁজে দেখেছেন তিনি গভীর মনোযোগে।: [10, 290, 127, 308]
- body-paragraph: ঢাকা বিশ্ববিদ্যালয়ের ইংরেজি বিভাগে দীর্ঘদিন অধ্যাপনা করেছেন তিনি। তাঁর গল্পে জাদুবাস্তবতার ছোঁয়া পাওয়া যায়, যা পাঠককে এক ভিন্ন জগতে নিয়ে যায়। ভাষার সরলতা ও গভীরতা তাঁর লেখার বৈশিষ্ট্য।: [10, 589, 132, 614]
- body-paragraph: শিল্পকলা বিষয়ে তাঁর প্রবন্ধগুলো বাংলাদেশের শিল্পচর্চায় নতুন দৃষ্টিভঙ্গি এনেছে। চিত্রকলা, সংগীত ও সাহিত্যের মধ্যে সম্পর্ক খুঁজে দেখেছেন তিনি গভীর মনোযোগে।: [10, 655, 132, 674]
- feature-title: সৈয়দ মনজুরুল ইসলামের বহুমাত্রিকতা: [150, 91, 485, 116]
- story-column: [265, 366, 375, 446]
- body-paragraph: শিল্পকলা বিষয়ে তাঁর প্রবন্ধগুলো বাংলাদেশের শিল্পচর্চায় নতুন দৃষ্টিভঙ্গি এনেছে। চিত্রকলা, সংগীত ও সাহিত্যের মধ্যে সম্পর্ক খুঁজে দেখেছেন তিনি গভীর মনোযোগে।: [505, 245, 640, 263]
- date-bengali: ঢাকা : বৃহস্পতিবার ২৬ অগ্রহায়ণ ১৪৩২: [12, 39, 91, 45]
- ganesh-continued-label: (১০-এর পৃষ্ঠার পর): [420, 692, 460, 698]
- story-column: [372, 500, 497, 655]
- body-paragraph: ঢাকা বিশ্ববিদ্যালয়ের ইংরেজি বিভাগে দীর্ঘদিন অধ্যাপনা করেছেন তিনি। তাঁর গল্পে জাদুবাস্তবতার ছোঁয়া পাওয়া যায়, যা পাঠককে এক ভিন্ন জগতে নিয়ে যায়। ভাষার সরলতা ও গভীরতা তাঁর লেখার বৈশিষ্ট্য।: [505, 60, 640, 78]
- story-illustration: [150, 498, 363, 658]
- body-paragraph: শিল্পকলা বিষয়ে তাঁর প্রবন্ধগুলো বাংলাদেশের শিল্পচর্চায় নতুন দৃষ্টিভঙ্গি এনেছে। চিত্রকলা, সংগীত ও সাহিত্যের মধ্যে সম্পর্ক খুঁজে দেখেছেন তিনি গভীর মনোযোগে।: [10, 152, 127, 170]
- body-paragraph: তুমি কেন এমন করে তাকিয়ে আছ? আমি তো কিছুই বলিনি। গ্রামের পথ ধরে হাঁটতে হাঁটতে সে ভাবছিল পুরনো দিনের কথা। নদীর ধারে বসে থাকা সেই মানুষটির কথা আজও মনে পড়ে।: [10, 747, 132, 766]
- body-paragraph: সৈয়দ মনজুরুল ইসলাম বাংলা সাহিত্যের একজন বহুমাত্রিক লেখক। তিনি কথাসাহিত্যিক, প্রাবন্ধিক, শিল্পসমালোচক এবং শিক্ষক হিসেবে সুপরিচিত। তাঁর লেখায় জীবনের গভীর উপলব্ধি ও সমাজের নানা দিক উঠে এসেছে।: [382, 726, 497, 751]
- body-paragraph: তুমি কেন এমন করে তাকিয়ে আছ? আমি তো কিছুই বলিনি। গ্রামের পথ ধরে হাঁটতে হাঁটতে সে ভাবছিল পুরনো দিনের কথা। নদীর ধারে বসে থাকা সেই মানুষটির কথা আজও মনে পড়ে।: [10, 615, 132, 634]
- body-paragraph: গরিব হওয়া কোনো অপরাধ নয়, কিন্তু সমাজ তাকে অপরাধীর চোখে দেখে। লক্ষ্মণ দিনভর কাজ করে সন্ধ্যায় ঘরে ফেরে। তার ঘরে আলো নেই, খাবার নেই, তবু মুখে হাসি লেগে থাকে।: [140, 385, 258, 404]
- body-paragraph: তুমি কেন এমন করে তাকিয়ে আছ? আমি তো কিছুই বলিনি। গ্রামের পথ ধরে হাঁটতে হাঁটতে সে ভাবছিল পুরনো দিনের কথা। নদীর ধারে বসে থাকা সেই মানুষটির কথা আজও মনে পড়ে।: [136, 166, 252, 184]
- ganesh-title: গণেশ উপাখ্যান: [380, 664, 504, 688]
- body-paragraph: তুমি কেন এমন করে তাকিয়ে আছ? আমি তো কিছুই বলিনি। গ্রামের পথ ধরে হাঁটতে হাঁটতে সে ভাবছিল পুরনো দিনের কথা। নদীর ধারে বসে থাকা সেই মানুষটির কথা আজও মনে পড়ে।: [265, 913, 375, 938]
- body-paragraph: সৈয়দ মনজুরুল ইসলাম বাংলা সাহিত্যের একজন বহুমাত্রিক লেখক। তিনি কথাসাহিত্যিক, প্রাবন্ধিক, শিল্পসমালোচক এবং শিক্ষক হিসেবে সুপরিচিত। তাঁর লেখায় জীবনের গভীর উপলব্ধি ও সমাজের নানা দিক উঠে এসেছে।: [140, 664, 258, 688]
- article-column: [505, 60, 640, 355]
- body-paragraph: শিল্পকলা বিষয়ে তাঁর প্রবন্ধগুলো বাংলাদেশের শিল্পচর্চায় নতুন দৃষ্টিভঙ্গি এনেছে। চিত্রকলা, সংগীত ও সাহিত্যের মধ্যে সম্পর্ক খুঁজে দেখেছেন তিনি গভীর মনোযোগে।: [140, 405, 258, 424]
- body-paragraph: গরিব হওয়া কোনো অপরাধ নয়, কিন্তু সমাজ তাকে অপরাধীর চোখে: [509, 351, 640, 355]
- body-paragraph: ঢাকা বিশ্ববিদ্যালয়ের ইংরেজি বিভাগে দীর্ঘদিন অধ্যাপনা করেছেন তিনি। তাঁর গল্পে জাদুবাস্তবতার ছোঁয়া পাওয়া যায়, যা পাঠককে এক ভিন্ন জগতে নিয়ে যায়। ভাষার সরলতা ও গভীরতা তাঁর লেখার বৈশিষ্ট্য।: [265, 736, 375, 761]
- body-paragraph: তুমি কেন এমন করে তাকিয়ে আছ? আমি তো কিছুই বলিনি। গ্রামের পথ ধরে হাঁটতে হাঁটতে সে ভাবছিল পুরনো দিনের কথা। নদীর ধারে বসে থাকা সেই মানুষটির কথা আজও মনে পড়ে।: [505, 762, 640, 781]
- body-paragraph: ঢাকা বিশ্ববিদ্যালয়ের ইংরেজি বিভাগে দীর্ঘদিন অধ্যাপনা করেছেন তিনি। তাঁর গল্পে জাদুবাস্তবতার ছোঁয়া পাওয়া যায়, যা পাঠককে এক ভিন্ন জগতে নিয়ে যায়। ভাষার সরলতা ও গভীরতা তাঁর লেখার বৈশিষ্ট্য।: [505, 366, 640, 384]
- body-paragraph: শিল্পকলা বিষয়ে তাঁর প্রবন্ধগুলো বাংলাদেশের শিল্পচর্চায় নতুন দৃষ্টিভঙ্গি এনেছে। চিত্রকলা, সংগীত ও সাহিত্যের মধ্যে সম্পর্ক খুঁজে দেখেছেন তিনি গভীর মনোযোগে।: [265, 392, 375, 410]
- body-paragraph: ঢাকা বিশ্ববিদ্যালয়ের ইংরেজি বিভাগে দীর্ঘদিন অধ্যাপনা করেছেন তিনি। তাঁর গল্পে জাদুবাস্তবতার ছোঁয়া পাওয়া যায়, যা পাঠককে এক ভিন্ন জগতে নিয়ে যায়। ভাষার সরলতা ও গভীরতা তাঁর লেখার বৈশিষ্ট্য।: [136, 278, 252, 303]
- body-paragraph: ঢাকা বিশ্ববিদ্যালয়ের ইংরেজি বিভাগে দীর্ঘদিন অধ্যাপনা করেছেন তিনি। তাঁর গল্পে জাদুবাস্তবতার ছোঁয়া পাওয়া যায়, যা পাঠককে এক ভিন্ন জগতে নিয়ে যায়। ভাষার সরলতা ও গভীরতা তাঁর লেখার বৈশিষ্ট্য।: [140, 822, 258, 847]
- body-paragraph: গরিব হওয়া কোনো অপরাধ নয়, কিন্তু সমাজ তাকে অপরাধীর চোখে দেখে। লক্ষ্মণ দিনভর কাজ করে সন্ধ্যায় ঘরে ফেরে। তার ঘরে আলো নেই, খাবার নেই, তবু মুখে হাসি লেগে থাকে।: [505, 405, 640, 424]
- body-paragraph: শিল্পকলা বিষয়ে তাঁর প্রবন্ধগুলো বাংলাদেশের শিল্পচর্চায় নতুন দৃষ্টিভঙ্গি এনেছে। চিত্রকলা, সংগীত ও সাহিত্যের মধ্যে সম্পর্ক খুঁজে দেখেছেন তিনি গভীর মনোযোগে।: [380, 330, 490, 348]
- page-number: ৮: [60, 24, 68, 35]
- body-paragraph: শিল্পকলা বিষয়ে তাঁর প্রবন্ধগুলো বাংলাদেশের শিল্পচর্চায় নতুন দৃষ্টিভঙ্গি এনেছে। চিত্রকলা, সংগীত ও সাহিত্যের মধ্যে সম্পর্ক খুঁজে দেখেছেন তিনি গভীর মনোযোগে।: [505, 551, 640, 569]
- body-paragraph: গণেশ সেদিন সকালে বাজারে গিয়েছিল। পথে দেখা হলো পুরনো বন্ধুর সঙ্গে। দুজনে চায়ের দোকানে বসে অনেক কথা বলল। তারপর যে যার পথে চলে গেল, কিন্তু কথাগুলো রয়ে গেল মনে।: [10, 807, 132, 826]
- body-paragraph: শিল্পকলা বিষয়ে তাঁর প্রবন্ধগুলো বাংলাদেশের শিল্পচর্চায় নতুন দৃষ্টিভঙ্গি এনেছে। চিত্রকলা, সংগীত ও সাহিত্যের মধ্যে সম্পর্ক খুঁজে দেখেছেন তিনি গভীর মনোযোগে।: [505, 119, 640, 138]
- body-paragraph: শিল্পকলা বিষয়ে তাঁর প্রবন্ধগুলো বাংলাদেশের শিল্পচর্চায় নতুন দৃষ্টিভঙ্গি এনেছে। চিত্রকলা, সংগীত ও সাহিত্যের মধ্যে সম্পর্ক খুঁজে দেখেছেন তিনি গভীর মনোযোগে।: [10, 391, 132, 410]
- feature-kicker: অলস দিনের হাওয়া: [252, 68, 383, 88]
- body-paragraph: গণেশ সেদিন সকালে বাজারে গিয়েছিল। পথে দেখা হলো পুরনো বন্ধুর সঙ্গে। দুজনে চায়ের দোকানে বসে অনেক কথা বলল। তারপর যে যার পথে চলে গেল, কিন্তু কথাগুলো রয়ে গেল মনে।: [265, 834, 375, 859]
- body-paragraph: তুমি কেন এমন করে তাকিয়ে আছ? আমি তো কিছুই বলিনি। গ্রামের পথ ধরে হাঁটতে হাঁটতে সে ভাবছিল পুরনো দিনের কথা। নদীর ধারে বসে থাকা সেই মানুষটির কথা আজও মনে পড়ে।: [505, 331, 640, 349]
- body-paragraph: গরিব হওয়া কোনো অপরাধ নয়, কিন্তু সমাজ তাকে অপরাধীর চোখে দেখে। লক্ষ্মণ দিনভর কাজ করে সন্ধ্যায় ঘরে ফেরে। তার ঘরে আলো নেই, খাবার নেই, তবু মুখে হাসি লেগে থাকে।: [10, 899, 132, 918]
- body-paragraph: গণেশ সেদিন সকালে বাজারে গিয়েছিল। পথে দেখা হলো পুরনো বন্ধুর সঙ্গে। দুজনে চায়ের দোকানে বসে অনেক কথা বলল। তারপর যে যার পথে চলে গেল, কিন্তু কথাগুলো রয়ে গেল মনে।: [382, 700, 497, 724]
- body-paragraph: ঢাকা বিশ্ববিদ্যালয়ের ইংরেজি বিভাগে দীর্ঘদিন অধ্যাপনা করেছেন তিনি। তাঁর গল্পে জাদুবাস্তবতার ছোঁয়া পাওয়া যায়, যা পাঠককে এক ভিন্ন জগতে নিয়ে যায়। ভাষার সরলতা ও গভীরতা তাঁর লেখার বৈশিষ্ট্য।: [10, 721, 132, 746]
- bird-quill-icon: [436, 18, 480, 52]
- body-paragraph: ঢাকা বিশ্ববিদ্যালয়ের ইংরেজি বিভাগে দীর্ঘদিন অধ্যাপনা করেছেন তিনি। তাঁর গল্পে জাদুবাস্তবতার ছোঁয়া পাওয়া যায়, যা পাঠককে এক ভিন্ন জগতে নিয়ে যায়। ভাষার সরলতা ও গভীরতা তাঁর লেখার বৈশিষ্ট্য।: [10, 86, 127, 111]
- story-column: [140, 366, 258, 446]
- continued-label: (১০-এর পৃষ্ঠার পর): [49, 364, 88, 370]
- story-title: গরিব হওয়া অপরাধ নারে লক্ষ্মণ: [187, 458, 463, 483]
- body-paragraph: ঢাকা বিশ্ববিদ্যালয়ের ইংরেজি বিভাগে দীর্ঘদিন অধ্যাপনা করেছেন তিনি। তাঁর গল্পে জাদুবাস্তবতার ছোঁয়া পাওয়া যায়, যা পাঠককে এক ভিন্ন জগতে নিয়ে যায়। ভাষার সরলতা ও গভীরতা তাঁর লেখার বৈশিষ্ট্য।: [505, 185, 640, 204]
- body-paragraph: তুমি কেন এমন করে তাকিয়ে আছ? আমি তো কিছুই বলিনি। গ্রামের পথ ধরে হাঁটতে হাঁটতে সে ভাবছিল পুরনো দিনের কথা। নদীর ধারে বসে থাকা সেই মানুষটির কথা আজও মনে পড়ে।: [372, 612, 497, 630]
- body-paragraph: গরিব হওয়া কোনো অপরাধ নয়, কিন্তু সমাজ তাকে অপরাধীর চোখে দেখে। লক্ষ্মণ দিনভর কাজ করে সন্ধ্যায় ঘরে ফেরে। তার ঘরে আলো নেই, খাবার নেই, তবু মুখে হাসি লেগে থাকে।: [380, 304, 490, 329]
- section-logo: [436, 18, 636, 52]
- body-paragraph: ঢাকা বিশ্ববিদ্যালয়ের ইংরেজি বিভাগে দীর্ঘদিন অধ্যাপনা করেছেন তিনি। তাঁর গল্পে জাদুবাস্তবতার ছোঁয়া পাওয়া যায়, যা পাঠককে এক ভিন্ন জগতে নিয়ে যায়। ভাষার সরলতা ও গভীরতা তাঁর লেখার বৈশিষ্ট্য।: [140, 690, 258, 715]
- body-paragraph: গরিব হওয়া কোনো অপরাধ নয়, কিন্তু সমাজ তাকে অপরাধীর চোখে দেখে। লক্ষ্মণ দিনভর কাজ করে সন্ধ্যায় ঘরে ফেরে। তার ঘরে আলো নেই, খাবার নেই, তবু মুখে হাসি লেগে থাকে।: [265, 939, 375, 964]
- body-paragraph: সৈয়দ মনজুরুল ইসলাম বাংলা সাহিত্যের একজন বহুমাত্রিক লেখক। তিনি কথাসাহিত্যিক, প্রাবন্ধিক, শিল্পসমালোচক এবং শিক্ষক হিসেবে সুপরিচিত। তাঁর লেখায় জীবনের গভীর উপলব্ধি ও সমাজের নানা দিক উঠে এসেছে।: [372, 559, 497, 584]
- body-paragraph: গণেশ সেদিন সকালে বাজারে গিয়েছিল। পথে দেখা হলো পুরনো বন্ধুর সঙ্গে। দুজনে চায়ের দোকানে বসে অনেক কথা বলল। তারপর যে যার পথে চলে গেল, কিন্তু কথাগুলো রয়ে গেল মনে।: [505, 139, 640, 158]
- body-paragraph: শিল্পকলা বিষয়ে তাঁর প্রবন্ধগুলো বাংলাদেশের শিল্পচর্চায় নতুন দৃষ্টিভঙ্গি এনেছে। চিত্রকলা, সংগীত ও সাহিত্যের মধ্যে সম্পর্ক খুঁজে দেখেছেন তিনি গভীর মনোযোগে।: [140, 888, 258, 906]
- body-paragraph: সৈয়দ মনজুরুল ইসলাম বাংলা সাহিত্যের একজন বহুমাত্রিক লেখক। তিনি কথাসাহিত্যিক, প্রাবন্ধিক, শিল্পসমালোচক এবং শিক্ষক হিসেবে সুপরিচিত। তাঁর লেখায় জীবনের গভীর উপলব্ধি ও সমাজের নানা দিক উঠে এসেছে।: [505, 159, 640, 184]
- body-paragraph: সৈয়দ মনজুরুল ইসলাম বাংলা সাহিত্যের একজন বহুমাত্রিক লেখক। তিনি কথাসাহিত্যিক, প্রাবন্ধিক, শিল্পসমালোচক এবং শিক্ষক হিসেবে সুপরিচিত। তাঁর লেখায় জীবনের গভীর উপলব্ধি: [10, 336, 127, 355]
- body-paragraph: গণেশ সেদিন সকালে বাজারে গিয়েছিল। পথে দেখা হলো পুরনো বন্ধুর সঙ্গে। দুজনে চায়ের দোকানে বসে অনেক কথা বলল। তারপর যে যার পথে চলে গেল, কিন্তু কথাগুলো রয়ে গেল মনে।: [136, 225, 252, 250]
- body-paragraph: [140, 980, 258, 982]
- body-paragraph: সৈয়দ মনজুরুল ইসলাম বাংলা সাহিত্যের একজন বহুমাত্রিক লেখক। তিনি কথাসাহিত্যিক, প্রাবন্ধিক, শিল্পসমালোচক এবং শিক্ষক হিসেবে সুপরিচিত। তাঁর লেখায় জীবনের গভীর উপলব্ধি ও সমাজের নানা দিক উঠে এসেছে।: [10, 827, 132, 852]
- feature-byline: মতিয়ার রহমান পাটোয়ারী: [324, 119, 446, 133]
- body-paragraph: গণেশ সেদিন সকালে বাজারে গিয়েছিল। পথে দেখা হলো পুরনো বন্ধুর সঙ্গে। দুজনে চায়ের দোকানে বসে অনেক কথা বলল। তারপর যে যার পথে চলে গেল, কিন্তু কথাগুলো রয়ে গেল মনে।: [10, 172, 127, 196]
- article-column: [380, 278, 490, 355]
- body-paragraph: সৈয়দ মনজুরুল ইসলাম বাংলা সাহিত্যের একজন বহুমাত্রিক লেখক। তিনি কথাসাহিত্যিক, প্রাবন্ধিক, শিল্পসমালোচক এবং শিক্ষক হিসেবে সুপরিচিত। তাঁর লেখায় জীবনের গভীর উপলব্ধি ও সমাজের নানা দিক উঠে এসেছে।: [382, 392, 497, 417]
- body-paragraph: গরিব হওয়া কোনো অপরাধ নয়, কিন্তু সমাজ তাকে অপরাধীর চোখে দেখে। লক্ষ্মণ দিনভর কাজ করে সন্ধ্যায় ঘরে ফেরে। তার ঘরে আলো নেই, খাবার নেই, তবু মুখে হাসি লেগে থাকে।: [136, 324, 252, 342]
- body-paragraph: গণেশ সেদিন সকালে বাজারে গিয়েছিল। পথে দেখা হলো পুরনো বন্ধুর সঙ্গে। দুজনে চায়ের দোকানে বসে অনেক কথা বলল। তারপর যে যার পথে চলে গেল, কিন্তু কথাগুলো রয়ে গেল মনে।: [372, 539, 497, 558]
- body-paragraph: সৈয়দ মনজুরুল ইসলাম বাংলা সাহিত্যের একজন: [269, 438, 375, 444]
- body-paragraph: ঢাকা বিশ্ববিদ্যালয়ের ইংরেজি বিভাগে দীর্ঘদিন অধ্যাপনা করেছেন তিনি। তাঁর গল্পে জাদুবাস্তবতার ছোঁয়া পাওয়া যায়, যা পাঠককে এক ভিন্ন জগতে নিয়ে যায়। ভাষার সরলতা ও গভীরতা তাঁর লেখার বৈশিষ্ট্য।: [372, 585, 497, 610]
- body-paragraph: তুমি কেন এমন করে তাকিয়ে আছ? আমি তো কিছুই বলিনি। গ্রামের পথ ধরে হাঁটতে হাঁটতে সে ভাবছিল পুরনো দিনের কথা। নদীর ধারে বসে থাকা সেই মানুষটির কথা আজও মনে পড়ে।: [505, 888, 640, 907]
- date-english: Dhaka : Thursday 11 December 2025: [12, 46, 95, 52]
- body-paragraph: গরিব হওয়া কোনো অপরাধ নয়, কিন্তু সমাজ তাকে অপরাধীর চোখে দেখে। লক্ষ্মণ দিনভর কাজ করে সন্ধ্যায় ঘরে ফেরে। তার ঘরে আলো নেই, খাবার নেই, তবু মুখে হাসি লেগে থাকে।: [10, 767, 132, 786]
- body-paragraph: সৈয়দ মনজুরুল ইসলাম বাংলা সাহিত্যের একজন বহুমাত্রিক লেখক। তিনি কথাসাহিত্যিক, প্রাবন্ধিক, শিল্পসমালোচক এবং শিক্ষক হিসেবে সুপরিচিত। তাঁর লেখায় জীবনের গভীর উপলব্ধি ও সমাজের নানা দিক উঠে এসেছে।: [10, 959, 132, 982]
- body-paragraph: গরিব হওয়া কোনো অপরাধ নয়, কিন্তু সমাজ তাকে অপরাধীর চোখে দেখে। লক্ষ্মণ দিনভর কাজ করে সন্ধ্যায় ঘরে ফেরে। তার ঘরে আলো নেই, খাবার নেই, তবু মুখে হাসি লেগে থাকে।: [10, 372, 132, 390]
- body-paragraph: গণেশ সেদিন সকালে বাজারে গিয়েছিল। পথে দেখা হলো: [386, 976, 497, 982]
- body-paragraph: গণেশ সেদিন সকালে বাজারে গিয়েছিল। পথে দেখা হলো পুরনো বন্ধুর সঙ্গে। দুজনে চায়ের দোকানে বসে অনেক কথা বলল। তারপর যে যার পথে চলে গেল, কিন্তু কথাগুলো রয়ে গেল মনে।: [140, 425, 258, 444]
- body-paragraph: গরিব হওয়া কোনো অপরাধ নয়, কিন্তু সমাজ তাকে অপরাধীর চোখে দেখে। লক্ষ্মণ দিনভর কাজ করে সন্ধ্যায় ঘরে ফেরে। তার ঘরে আলো নেই, খাবার নেই, তবু মুখে হাসি লেগে থাকে।: [10, 635, 132, 654]
- body-paragraph: গণেশ সেদিন সকালে বাজারে গিয়েছিল। পথে দেখা হলো পুরনো বন্ধুর সঙ্গে। দুজনে চায়ের দোকানে বসে অনেক কথা বলল। তারপর যে যার পথে চলে গেল, কিন্তু কথাগুলো রয়ে গেল মনে।: [10, 939, 132, 958]
- body-paragraph: গণেশ সেদিন সকালে বাজারে গিয়েছিল। পথে দেখা হলো পুরনো বন্ধুর সঙ্গে। দুজনে চায়ের দোকানে বসে অনেক কথা বলল। তারপর যে যার পথে চলে গেল, কিন্তু কথাগুলো রয়ে গেল মনে।: [382, 838, 497, 863]
- body-paragraph: গরিব হওয়া কোনো অপরাধ নয়, কিন্তু সমাজ তাকে অপরাধীর চোখে দেখে। লক্ষ্মণ দিনভর কাজ করে সন্ধ্যায় ঘরে ফেরে। তার ঘরে আলো নেই, খাবার নেই, তবু মুখে হাসি লেগে থাকে।: [505, 531, 640, 550]
- body-paragraph: গণেশ সেদিন সকালে বাজারে গিয়েছিল। পথে দেখা হলো পুরনো বন্ধুর সঙ্গে। দুজনে চায়ের দোকানে বসে অনেক কথা বলল। তারপর যে যার পথে চলে গেল, কিন্তু কথাগুলো রয়ে গেল মনে।: [505, 696, 640, 715]
- body-paragraph: গরিব হওয়া কোনো অপরাধ নয়, কিন্তু সমাজ তাকে অপরাধীর চোখে দেখে। লক্ষ্মণ দিনভর কাজ করে সন্ধ্যায় ঘরে ফেরে। তার ঘরে আলো নেই, খাবার নেই, তবু মুখে হাসি লেগে থাকে।: [10, 270, 127, 289]
- top-rule: [12, 15, 640, 17]
- body-paragraph: ঢাকা বিশ্ববিদ্যালয়ের ইংরেজি বিভাগে দীর্ঘদিন অধ্যাপনা করেছেন তিনি। তাঁর গল্পে জাদুবাস্তবতার ছোঁয়া পাওয়া যায়, যা পাঠককে এক ভিন্ন জগতে নিয়ে যায়। ভাষার সরলতা ও গভীরতা তাঁর লেখার বৈশিষ্ট্য।: [10, 457, 132, 482]
- body-paragraph: গরিব হওয়া কোনো অপরাধ নয়, কিন্তু সমাজ তাকে অপরাধীর চোখে দেখে। লক্ষ্মণ দিনভর কাজ করে সন্ধ্যায় ঘরে ফেরে। তার ঘরে আলো নেই, খাবার নেই, তবু মুখে হাসি লেগে থাকে।: [505, 782, 640, 801]
- body-paragraph: গণেশ সেদিন সকালে বাজারে গিয়েছিল। পথে দেখা হলো পুরনো বন্ধুর সঙ্গে। দুজনে চায়ের দোকানে বসে অনেক কথা বলল। তারপর যে যার পথে চলে গেল, কিন্তু কথাগুলো রয়ে গেল মনে।: [265, 412, 375, 436]
- body-paragraph: শিল্পকলা বিষয়ে তাঁর প্রবন্ধগুলো বাংলাদেশের শিল্পচর্চায় নতুন দৃষ্টিভঙ্গি এনেছে। চিত্রকলা, সংগীত ও সাহিত্যের মধ্যে সম্পর্ক খুঁজে দেখেছেন তিনি গভীর মনোযোগে।: [265, 664, 375, 682]
- article-column: [136, 140, 252, 355]
- body-paragraph: তুমি কেন এমন করে তাকিয়ে আছ? আমি তো কিছুই বলিনি। গ্রামের পথ ধরে হাঁটতে হাঁটতে সে ভাবছিল পুরনো দিনের কথা। নদীর ধারে বসে থাকা সেই মানুষটির কথা আজও মনে পড়ে।: [136, 304, 252, 323]
- story-column: [265, 664, 375, 982]
- body-paragraph: শিল্পকলা বিষয়ে তাঁর প্রবন্ধগুলো বাংলাদেশের শিল্পচর্চায় নতুন দৃষ্টিভঙ্গি এনেছে। চিত্রকলা, সংগীত ও সাহিত্যের মধ্যে সম্পর্ক খুঁজে দেখেছেন তিনি গভীর মনোযোগে।: [10, 919, 132, 938]
